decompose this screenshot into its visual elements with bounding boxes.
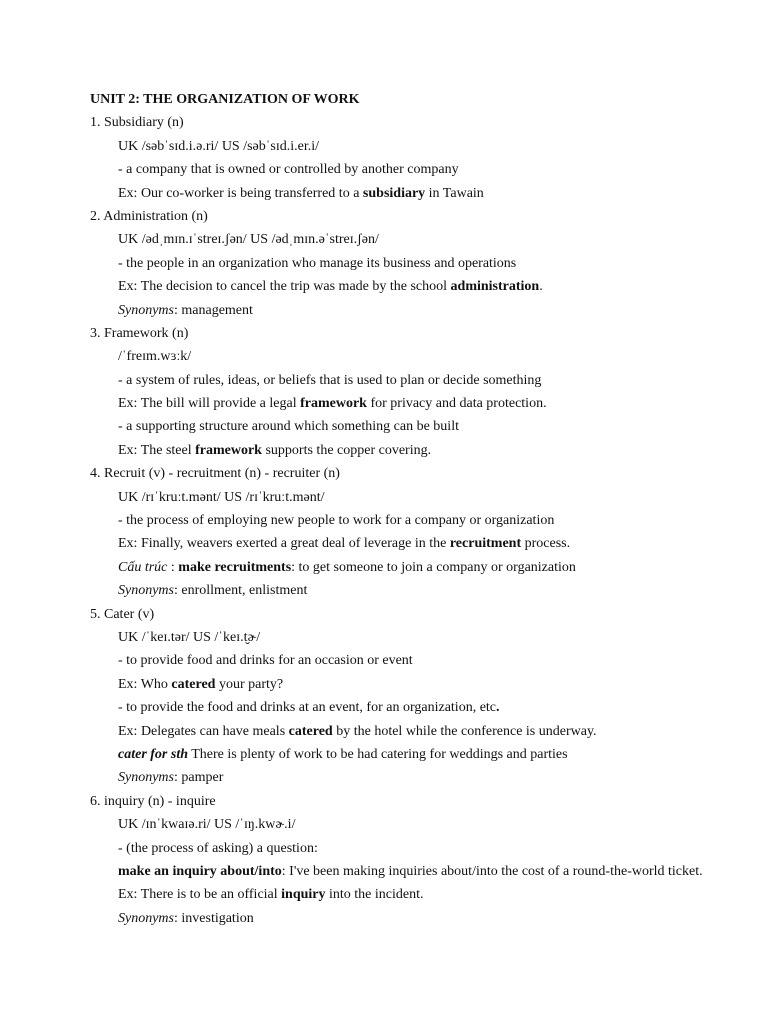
- definition: - the people in an organization who manage its business and operations: [118, 255, 517, 271]
- synonyms: Synonyms: management: [118, 302, 253, 318]
- example: Ex: Finally, weavers exerted a great deal of leverage in the recruitment process.: [118, 536, 571, 552]
- synonyms: Synonyms: enrollment, enlistment: [118, 583, 308, 599]
- entry-heading-administration: 2. Administration (n): [90, 208, 208, 224]
- definition: - a system of rules, ideas, or beliefs that is used to plan or decide something: [118, 372, 542, 388]
- example: Ex: Our co-worker is being transferred to a subsidiary in Tawain: [118, 185, 484, 201]
- definition: - to provide food and drinks for an occasion or event: [118, 653, 413, 669]
- phrase: cater for sth There is plenty of work to be had catering for weddings and parties: [118, 746, 568, 762]
- definition: - (the process of asking) a question:: [118, 840, 318, 856]
- pronunciation: UK /rɪˈkruːt.mənt/ US /rɪˈkruːt.mənt/: [118, 489, 325, 505]
- pronunciation: UK /ədˌmɪn.ɪˈstreɪ.ʃən/ US /ədˌmɪn.əˈstreɪ.ʃən/: [118, 232, 379, 248]
- example: Ex: The bill will provide a legal framework for privacy and data protection.: [118, 396, 547, 412]
- pronunciation: /ˈfreɪm.wɜːk/: [118, 349, 192, 365]
- definition: - the process of employing new people to work for a company or organization: [118, 513, 555, 529]
- example: Ex: Who catered your party?: [118, 676, 284, 692]
- phrase: make an inquiry about/into: I've been making inquiries about/into the cost of a round-the-world ticket.: [118, 863, 703, 879]
- example: Ex: The decision to cancel the trip was made by the school administration.: [118, 279, 543, 295]
- document-title: UNIT 2: THE ORGANIZATION OF WORK: [90, 92, 360, 107]
- entry-heading-framework: 3. Framework (n): [90, 325, 189, 341]
- pronunciation: UK /səbˈsɪd.i.ə.ri/ US /səbˈsɪd.i.er.i/: [118, 138, 320, 154]
- example: Ex: The steel framework supports the copper covering.: [118, 442, 432, 458]
- synonyms: Synonyms: pamper: [118, 770, 224, 786]
- definition: - a company that is owned or controlled by another company: [118, 162, 459, 178]
- definition: - to provide the food and drinks at an event, for an organization, etc.: [118, 700, 500, 716]
- document-page: [90, 88, 730, 930]
- example: Ex: Delegates can have meals catered by the hotel while the conference is underway.: [118, 723, 597, 739]
- example: Ex: There is to be an official inquiry into the incident.: [118, 887, 424, 903]
- definition: - a supporting structure around which something can be built: [118, 419, 459, 435]
- pronunciation: UK /ˈkeɪ.tər/ US /ˈkeɪ.t̬ɚ/: [118, 629, 261, 645]
- pronunciation: UK /ɪnˈkwaɪə.ri/ US /ˈɪŋ.kwɚ.i/: [118, 817, 296, 833]
- synonyms: Synonyms: investigation: [118, 910, 254, 926]
- entry-heading-recruit: 4. Recruit (v) - recruitment (n) - recruiter (n): [90, 466, 340, 482]
- entry-heading-subsidiary: 1. Subsidiary (n): [90, 115, 184, 131]
- entry-heading-inquiry: 6. inquiry (n) - inquire: [90, 793, 216, 809]
- entry-heading-cater: 5. Cater (v): [90, 606, 155, 622]
- structure: Cấu trúc : make recruitments: to get someone to join a company or organization: [118, 559, 576, 575]
